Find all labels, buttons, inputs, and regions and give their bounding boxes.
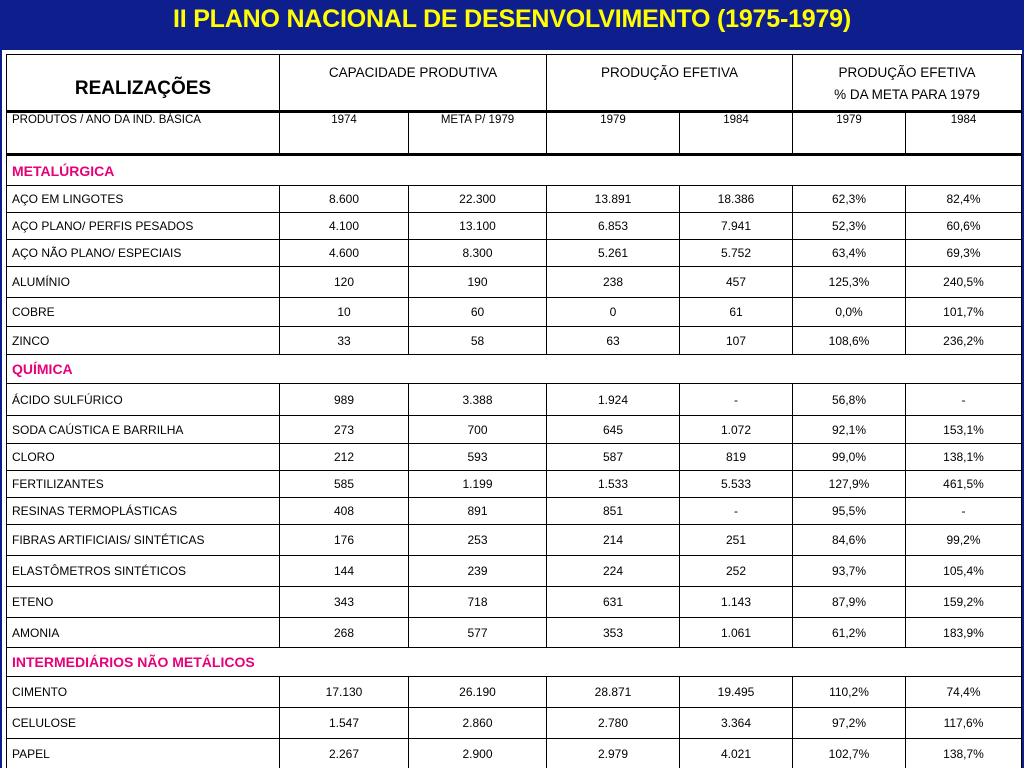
cell-product: AMONIA <box>7 618 280 648</box>
cell-prod-1979: 214 <box>547 525 680 556</box>
cell-cap-1974: 343 <box>280 587 409 618</box>
cell-product: CLORO <box>7 444 280 471</box>
header-capacidade: CAPACIDADE PRODUTIVA <box>280 55 547 112</box>
cell-product: CELULOSE <box>7 708 280 739</box>
cell-pct-1979: 87,9% <box>793 587 906 618</box>
cell-product: COBRE <box>7 298 280 327</box>
cell-pct-1979: 92,1% <box>793 416 906 444</box>
cell-pct-1984: 69,3% <box>906 240 1022 267</box>
table-row <box>7 267 1022 298</box>
cell-product: FERTILIZANTES <box>7 471 280 498</box>
cell-prod-1979: 1.924 <box>547 384 680 416</box>
subheader-1979: 1979 <box>547 112 680 155</box>
cell-meta-1979: 577 <box>409 618 547 648</box>
cell-meta-1979: 190 <box>409 267 547 298</box>
cell-product: ZINCO <box>7 327 280 355</box>
cell-cap-1974: 33 <box>280 327 409 355</box>
cell-pct-1979: 56,8% <box>793 384 906 416</box>
cell-meta-1979: 2.860 <box>409 708 547 739</box>
table-row <box>7 739 1022 768</box>
header-row <box>7 55 1022 112</box>
cell-product: AÇO NÃO PLANO/ ESPECIAIS <box>7 240 280 267</box>
cell-pct-1984: 82,4% <box>906 186 1022 213</box>
cell-meta-1979: 239 <box>409 556 547 587</box>
cell-pct-1984: 60,6% <box>906 213 1022 240</box>
cell-product: PAPEL <box>7 739 280 768</box>
cell-pct-1984: 461,5% <box>906 471 1022 498</box>
table-row <box>7 444 1022 471</box>
cell-pct-1979: 127,9% <box>793 471 906 498</box>
header-realizacoes: REALIZAÇÕES <box>7 55 280 112</box>
cell-prod-1979: 13.891 <box>547 186 680 213</box>
table-row <box>7 471 1022 498</box>
cell-pct-1979: 0,0% <box>793 298 906 327</box>
subheader-meta: META P/ 1979 <box>409 112 547 155</box>
cell-prod-1984: 61 <box>680 298 793 327</box>
cell-meta-1979: 253 <box>409 525 547 556</box>
cell-prod-1984: - <box>680 498 793 525</box>
cell-meta-1979: 891 <box>409 498 547 525</box>
cell-prod-1984: 1.143 <box>680 587 793 618</box>
cell-prod-1979: 631 <box>547 587 680 618</box>
cell-product: AÇO PLANO/ PERFIS PESADOS <box>7 213 280 240</box>
cell-prod-1984: 4.021 <box>680 739 793 768</box>
cell-prod-1984: 19.495 <box>680 677 793 708</box>
cell-pct-1984: 236,2% <box>906 327 1022 355</box>
cell-pct-1979: 61,2% <box>793 618 906 648</box>
cell-cap-1974: 4.600 <box>280 240 409 267</box>
cell-meta-1979: 2.900 <box>409 739 547 768</box>
cell-prod-1984: 251 <box>680 525 793 556</box>
cell-product: CIMENTO <box>7 677 280 708</box>
header-producao: PRODUÇÃO EFETIVA <box>547 55 793 112</box>
cell-pct-1979: 93,7% <box>793 556 906 587</box>
cell-prod-1979: 2.979 <box>547 739 680 768</box>
cell-product: SODA CAÚSTICA E BARRILHA <box>7 416 280 444</box>
cell-prod-1979: 28.871 <box>547 677 680 708</box>
cell-cap-1974: 4.100 <box>280 213 409 240</box>
table-row <box>7 708 1022 739</box>
cell-pct-1984: 138,1% <box>906 444 1022 471</box>
cell-meta-1979: 13.100 <box>409 213 547 240</box>
cell-cap-1974: 989 <box>280 384 409 416</box>
table-row <box>7 384 1022 416</box>
cell-pct-1984: 240,5% <box>906 267 1022 298</box>
cell-cap-1974: 212 <box>280 444 409 471</box>
cell-prod-1984: 18.386 <box>680 186 793 213</box>
cell-product: RESINAS TERMOPLÁSTICAS <box>7 498 280 525</box>
table-row <box>7 416 1022 444</box>
cell-pct-1979: 102,7% <box>793 739 906 768</box>
cell-pct-1979: 63,4% <box>793 240 906 267</box>
cell-pct-1979: 97,2% <box>793 708 906 739</box>
cell-prod-1979: 645 <box>547 416 680 444</box>
cell-pct-1979: 84,6% <box>793 525 906 556</box>
cell-prod-1984: 1.061 <box>680 618 793 648</box>
cell-pct-1984: 117,6% <box>906 708 1022 739</box>
cell-cap-1974: 585 <box>280 471 409 498</box>
table-row <box>7 556 1022 587</box>
cell-pct-1979: 108,6% <box>793 327 906 355</box>
cell-pct-1984: 99,2% <box>906 525 1022 556</box>
table-row <box>7 498 1022 525</box>
cell-pct-1979: 62,3% <box>793 186 906 213</box>
cell-cap-1974: 144 <box>280 556 409 587</box>
cell-prod-1979: 5.261 <box>547 240 680 267</box>
cell-prod-1979: 2.780 <box>547 708 680 739</box>
section-label: QUÍMICA <box>7 355 1022 384</box>
subheader-1984: 1984 <box>680 112 793 155</box>
cell-prod-1979: 587 <box>547 444 680 471</box>
header-producao-pct <box>793 55 1022 112</box>
cell-meta-1979: 8.300 <box>409 240 547 267</box>
cell-prod-1979: 851 <box>547 498 680 525</box>
cell-prod-1984: - <box>680 384 793 416</box>
cell-prod-1984: 819 <box>680 444 793 471</box>
header-producao-pct-line2: % DA META PARA 1979 <box>834 87 980 102</box>
section-row <box>7 155 1022 186</box>
cell-prod-1984: 252 <box>680 556 793 587</box>
cell-meta-1979: 22.300 <box>409 186 547 213</box>
table-row <box>7 186 1022 213</box>
page-title: II PLANO NACIONAL DE DESENVOLVIMENTO (1975-1979) <box>172 4 852 33</box>
cell-pct-1984: 183,9% <box>906 618 1022 648</box>
cell-prod-1979: 353 <box>547 618 680 648</box>
table-body <box>7 155 1022 768</box>
cell-pct-1984: - <box>906 384 1022 416</box>
cell-prod-1984: 3.364 <box>680 708 793 739</box>
cell-product: AÇO EM LINGOTES <box>7 186 280 213</box>
subheader-pct-1984: 1984 <box>906 112 1022 155</box>
section-row <box>7 355 1022 384</box>
cell-product: ELASTÔMETROS SINTÉTICOS <box>7 556 280 587</box>
cell-prod-1984: 7.941 <box>680 213 793 240</box>
cell-pct-1979: 125,3% <box>793 267 906 298</box>
cell-prod-1984: 107 <box>680 327 793 355</box>
title-bar <box>0 0 1024 50</box>
cell-product: ALUMÍNIO <box>7 267 280 298</box>
cell-cap-1974: 8.600 <box>280 186 409 213</box>
realizacoes-table <box>6 54 1022 768</box>
cell-pct-1984: 153,1% <box>906 416 1022 444</box>
table-row <box>7 327 1022 355</box>
subheader-1974: 1974 <box>280 112 409 155</box>
cell-prod-1979: 6.853 <box>547 213 680 240</box>
cell-pct-1979: 99,0% <box>793 444 906 471</box>
table-row <box>7 677 1022 708</box>
cell-meta-1979: 700 <box>409 416 547 444</box>
cell-pct-1984: 159,2% <box>906 587 1022 618</box>
cell-product: FIBRAS ARTIFICIAIS/ SINTÉTICAS <box>7 525 280 556</box>
cell-cap-1974: 1.547 <box>280 708 409 739</box>
section-label: METALÚRGICA <box>7 155 1022 186</box>
cell-pct-1979: 95,5% <box>793 498 906 525</box>
cell-product: ETENO <box>7 587 280 618</box>
cell-prod-1984: 5.533 <box>680 471 793 498</box>
cell-prod-1984: 5.752 <box>680 240 793 267</box>
cell-pct-1984: 74,4% <box>906 677 1022 708</box>
cell-cap-1974: 120 <box>280 267 409 298</box>
table-row <box>7 240 1022 267</box>
table-row <box>7 587 1022 618</box>
cell-meta-1979: 3.388 <box>409 384 547 416</box>
cell-meta-1979: 718 <box>409 587 547 618</box>
cell-cap-1974: 17.130 <box>280 677 409 708</box>
cell-cap-1974: 10 <box>280 298 409 327</box>
subheader-produtos: PRODUTOS / ANO DA IND. BÁSICA <box>7 112 280 155</box>
cell-meta-1979: 593 <box>409 444 547 471</box>
cell-prod-1979: 224 <box>547 556 680 587</box>
cell-pct-1984: 105,4% <box>906 556 1022 587</box>
cell-prod-1984: 457 <box>680 267 793 298</box>
cell-prod-1984: 1.072 <box>680 416 793 444</box>
table-row <box>7 298 1022 327</box>
cell-meta-1979: 60 <box>409 298 547 327</box>
cell-meta-1979: 58 <box>409 327 547 355</box>
table-row <box>7 213 1022 240</box>
cell-cap-1974: 408 <box>280 498 409 525</box>
cell-pct-1984: 101,7% <box>906 298 1022 327</box>
cell-prod-1979: 238 <box>547 267 680 298</box>
cell-prod-1979: 1.533 <box>547 471 680 498</box>
table-row <box>7 618 1022 648</box>
cell-pct-1984: - <box>906 498 1022 525</box>
cell-cap-1974: 2.267 <box>280 739 409 768</box>
cell-meta-1979: 1.199 <box>409 471 547 498</box>
cell-meta-1979: 26.190 <box>409 677 547 708</box>
cell-pct-1984: 138,7% <box>906 739 1022 768</box>
cell-cap-1974: 176 <box>280 525 409 556</box>
cell-pct-1979: 110,2% <box>793 677 906 708</box>
cell-cap-1974: 268 <box>280 618 409 648</box>
cell-prod-1979: 0 <box>547 298 680 327</box>
cell-cap-1974: 273 <box>280 416 409 444</box>
cell-pct-1979: 52,3% <box>793 213 906 240</box>
header-producao-pct-line1: PRODUÇÃO EFETIVA <box>838 65 976 80</box>
section-row <box>7 648 1022 677</box>
table-row <box>7 525 1022 556</box>
subheader-row <box>7 112 1022 155</box>
content-area <box>2 50 1022 768</box>
subheader-pct-1979: 1979 <box>793 112 906 155</box>
section-label: INTERMEDIÁRIOS NÃO METÁLICOS <box>7 648 1022 677</box>
cell-prod-1979: 63 <box>547 327 680 355</box>
cell-product: ÁCIDO SULFÚRICO <box>7 384 280 416</box>
